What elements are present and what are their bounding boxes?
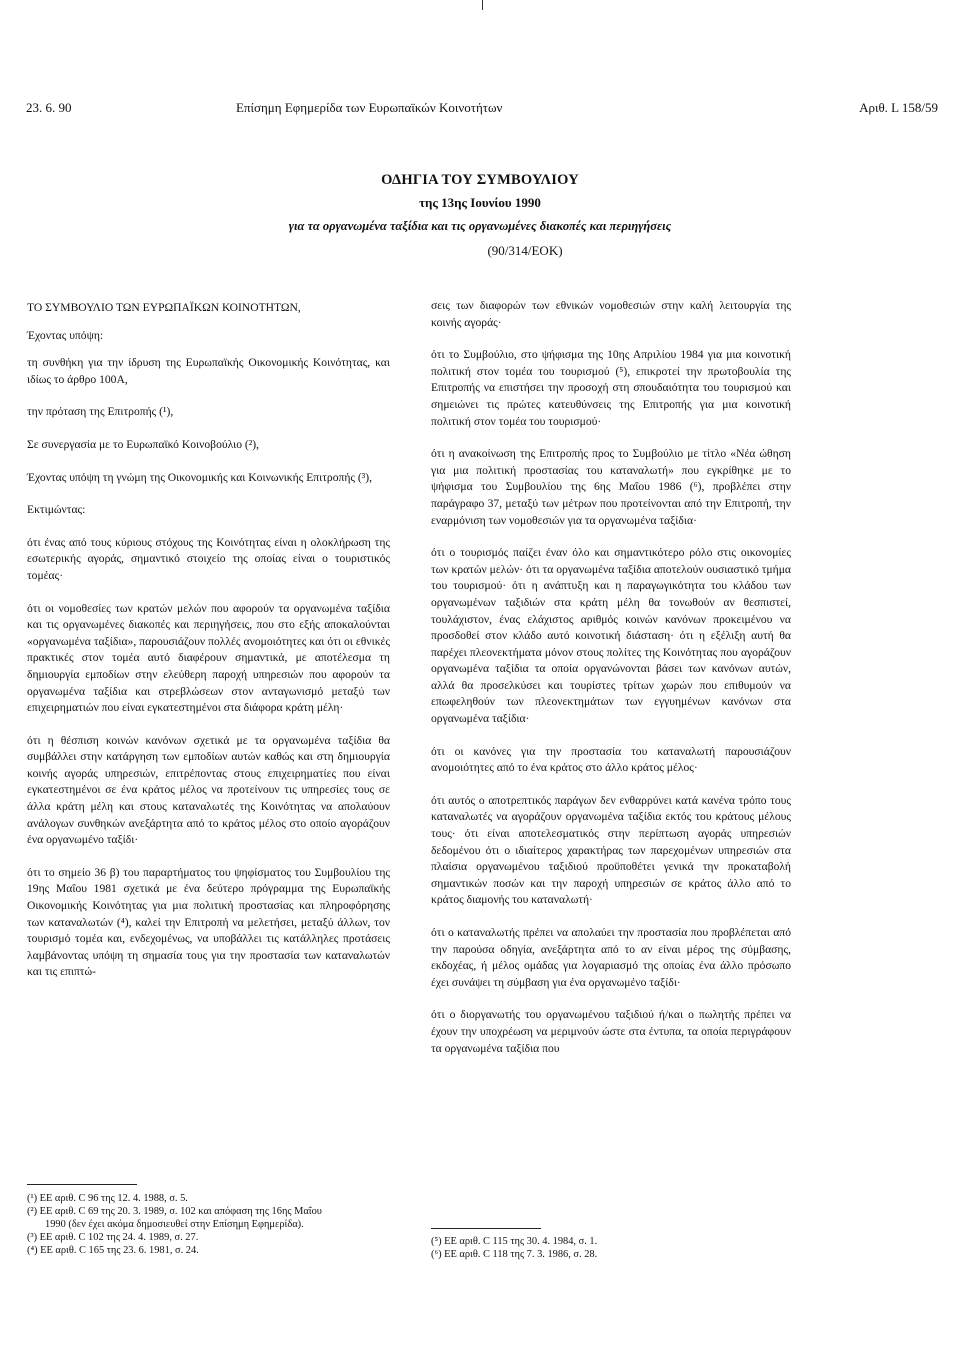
footnote: (²) ΕΕ αριθ. C 69 της 20. 3. 1989, σ. 102 και απόφαση της 16ης Μαΐου (27, 1206, 322, 1217)
title-line-2: της 13ης Ιουνίου 1990 (419, 195, 541, 210)
directive-title (0, 172, 960, 259)
footnote: (⁴) ΕΕ αριθ. C 165 της 23. 6. 1981, σ. 24. (27, 1245, 199, 1256)
header-journal: Επίσημη Εφημερίδα των Ευρωπαϊκών Κοινοτήτων (236, 100, 503, 115)
left-footnotes (27, 1192, 397, 1257)
paragraph: Έχοντας υπόψη τη γνώμη της Οικονομικής και Κοινωνικής Επιτροπής (³), (27, 470, 373, 484)
paragraph: την πρόταση της Επιτροπής (¹), (27, 405, 174, 419)
footnote: (⁵) ΕΕ αριθ. C 115 της 30. 4. 1984, σ. 1. (431, 1236, 598, 1247)
paragraph: ότι οι νομοθεσίες των κρατών μελών που αφορούν τα οργανωμένα ταξίδια και τις οργανωμένες διακοπές και περιηγήσεις, που στο εξής αποκαλούνται «οργανωμένα ταξίδια», παρουσιάζουν πολλές ανομοιότητες και ότι οι εθνικές πρακτικές στον τομέα αυτό διαφέρουν σημαντικά, με αποτέλεσμα τη δημιουργία εμποδίων στην ελεύθερη παροχή υπηρεσιών που αφορούν τα οργανωμένα ταξίδια και στρεβλώσεων στον ανταγωνισμό μεταξύ των επιχειρηματιών που είναι εγκατεστημένοι στα διάφορα κράτη μέλη· (27, 601, 390, 715)
footnote: (¹) ΕΕ αριθ. C 96 της 12. 4. 1988, σ. 5. (27, 1193, 188, 1204)
right-column (431, 298, 791, 1073)
paragraph: Έχοντας υπόψη: (27, 328, 104, 342)
footnote-rule-right (431, 1228, 541, 1229)
paragraph: ότι η θέσπιση κοινών κανόνων σχετικά με τα οργανωμένα ταξίδια θα συμβάλλει στην κατάργηση των εμποδίων αυτών καθώς και στη δημιουργία κοινής αγοράς υπηρεσιών, επιτρέποντας στους επιχειρηματίες που είναι εγκατεστημένοι σε ένα κράτος μέλος να προτείνουν τις υπηρεσίες τους σε άλλα κράτη μέλη και στους καταναλωτές της Κοινότητας να απολαύουν ανάλογων συνθηκών ανεξάρτητα από το κράτος μέλος στο οποίο αγοράζουν ένα οργανωμένο ταξίδι· (27, 733, 390, 847)
footnote: (³) ΕΕ αριθ. C 102 της 24. 4. 1989, σ. 27. (27, 1232, 199, 1243)
paragraph: Εκτιμώντας: (27, 503, 86, 517)
title-line-1: ΟΔΗΓΙΑ ΤΟΥ ΣΥΜΒΟΥΛΙΟΥ (381, 172, 579, 188)
paragraph: ΤΟ ΣΥΜΒΟΥΛΙΟ ΤΩΝ ΕΥΡΩΠΑΪΚΩΝ ΚΟΙΝΟΤΗΤΩΝ, (27, 301, 301, 314)
paragraph: ότι ένας από τους κύριους στόχους της Κοινότητας είναι η ολοκλήρωση της εσωτερικής αγοράς, σημαντικό στοιχείο της οποίας είναι ο τουριστικός τομέας· (27, 535, 390, 582)
paragraph: σεις των διαφορών των εθνικών νομοθεσιών στην καλή λειτουργία της κοινής αγοράς· (431, 299, 791, 329)
paragraph: Σε συνεργασία με το Ευρωπαϊκό Κοινοβούλιο (²), (27, 437, 259, 451)
title-line-4: (90/314/ΕΟΚ) (487, 243, 563, 258)
paragraph: ότι η ανακοίνωση της Επιτροπής προς το Συμβούλιο με τίτλο «Νέα ώθηση για μια πολιτική προστασίας του καταναλωτή» που εγκρίθηκε με το ψήφισμα του Συμβουλίου της 6ης Μαΐου 1986 (⁶), προβλέπει στην παράγραφο 37, μεταξύ των μέτρων που προτείνονται από την Επιτροπή, την εναρμόνιση των νομοθεσιών για τα οργανωμένα ταξίδια· (431, 447, 791, 527)
running-header (26, 100, 938, 120)
paragraph: ότι το Συμβούλιο, στο ψήφισμα της 10ης Απριλίου 1984 για μια κοινοτική πολιτική στον τομέα του τουρισμού (⁵), επικροτεί την πρωτοβουλία της Επιτροπής να επιστήσει την προσοχή στη σπουδαιότητα του τουρισμού και σημειώνει τις πρώτες κατευθύνσεις της Επιτροπής για μια κοινοτική πολιτική στον τομέα του τουρισμού· (431, 348, 791, 428)
header-date: 23. 6. 90 (26, 100, 72, 115)
paragraph: τη συνθήκη για την ίδρυση της Ευρωπαϊκής Οικονομικής Κοινότητας, και ιδίως το άρθρο 100Α, (27, 356, 390, 386)
right-footnotes (431, 1235, 791, 1261)
top-margin-mark (482, 0, 483, 10)
footnote: (⁶) ΕΕ αριθ. C 118 της 7. 3. 1986, σ. 28. (431, 1249, 598, 1260)
paragraph: ότι αυτός ο αποτρεπτικός παράγων δεν ενθαρρύνει κατά κανένα τρόπο τους καταναλωτές να αγοράζουν οργανωμένα ταξίδια εκτός του κράτους μέλους τους· ότι είναι αποτελεσματικός στην περίπτωση αγοράς υπηρεσιών δεδομένου ότι ο ιδιαίτερος χαρακτήρας των παρεχομένων υπηρεσιών στα πλαίσια οργανωμένου ταξιδιού προϋποθέτει γενικά την προκαταβολή σημαντικών ποσών και την παροχή υπηρεσιών σε κράτος άλλο από το κράτος διαμονής του καταναλωτή· (431, 793, 791, 907)
left-column (27, 300, 390, 997)
title-line-3: για τα οργανωμένα ταξίδια και τις οργανωμένες διακοπές και περιηγήσεις (288, 219, 672, 233)
paragraph: ότι ο διοργανωτής του οργανωμένου ταξιδιού ή/και ο πωλητής πρέπει να έχουν την υποχρέωση να μεριμνούν ώστε στα έντυπα, τα οποία περιγράφουν τα οργανωμένα ταξίδια που (431, 1008, 791, 1055)
footnote-rule-left (27, 1184, 137, 1185)
paragraph: ότι ο τουρισμός παίζει έναν όλο και σημαντικότερο ρόλο στις οικονομίες των κρατών μελών· ότι τα οργανωμένα ταξίδια αποτελούν ουσιαστικό τμήμα του τουρισμού· ότι η ανάπτυξη και η παραγωγικότητα του κλάδου των οργανωμένων ταξιδιών στα κράτη μέλη θα τονωθούν αν θεσπιστεί, τουλάχιστον, ένας ελάχιστος αριθμός κοινών κανόνων προκειμένου να προσδοθεί στον κλάδο αυτό κοινοτική διάσταση· ότι η εξέλιξη αυτή θα παρέχει πλεονεκτήματα μόνον στους πολίτες της Κοινότητας που αγοράζουν οργανωμένα ταξίδια τα οποία οργανώνονται βάσει των κανόνων αυτών, αλλά θα προσελκύσει και τουρίστες τρίτων χωρών που επιθυμούν να επωφεληθούν των πλεονεκτημάτων των εγγυημένων κανόνων στα οργανωμένα ταξίδια· (431, 546, 791, 726)
paragraph: ότι οι κανόνες για την προστασία του καταναλωτή παρουσιάζουν ανομοιότητες από το ένα κράτος στο άλλο κράτος μέλος· (431, 744, 791, 775)
paragraph: ότι ο καταναλωτής πρέπει να απολαύει την προστασία που προβλέπεται από την παρούσα οδηγία, ανεξάρτητα από το αν είναι μέρος της σύμβασης, εκδοχέας, ή μέλος ομάδας για λογαριασμό της οποίας ένα άλλο πρόσωπο έχει συνάψει τη σύμβαση για ένα οργανωμένο ταξίδι· (431, 926, 791, 989)
footnote: 1990 (δεν έχει ακόμα δημοσιευθεί στην Επίσημη Εφημερίδα). (45, 1219, 304, 1230)
paragraph: ότι το σημείο 36 β) του παραρτήματος του ψηφίσματος του Συμβουλίου της 19ης Μαΐου 1981 σχετικά με ένα δεύτερο πρόγραμμα της Ευρωπαϊκής Οικονομικής Κοινότητας για μια πολιτική προστασίας και πληροφόρησης των καταναλωτών (⁴), καλεί την Επιτροπή να μελετήσει, μεταξύ άλλων, τον τουρισμό τομέα και, ενδεχομένως, να υποβάλλει τις κατάλληλες προτάσεις λαμβάνοντας υπόψη τη σημασία τους για την προστασία των καταναλωτών και τις επιπτώ- (27, 865, 390, 979)
header-ref: Αριθ. L 158/59 (859, 100, 938, 115)
